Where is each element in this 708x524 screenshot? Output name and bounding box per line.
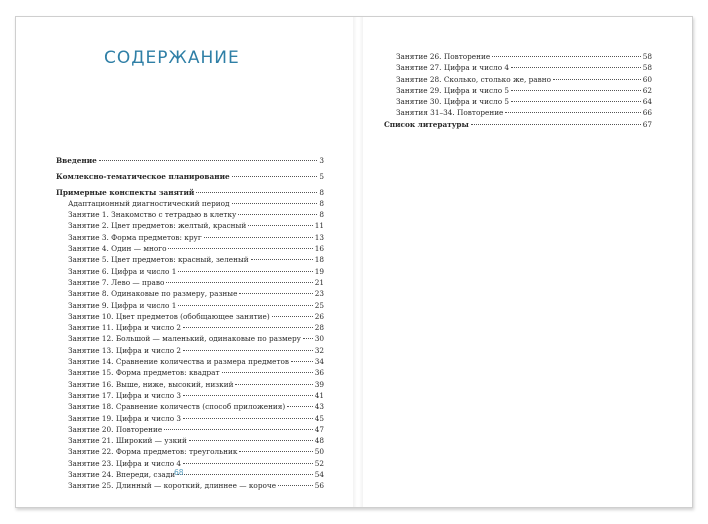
toc-leader-dots (168, 248, 312, 249)
toc-entry (56, 480, 324, 491)
toc-entry-title: Занятие 8. Одинаковые по размеру, разные (68, 289, 238, 299)
toc-entry-title: Занятие 13. Цифра и число 2 (68, 345, 182, 355)
toc-entry (56, 209, 324, 220)
toc-entry-page: 19 (314, 266, 324, 276)
toc-entry-title: Занятие 19. Цифра и число 3 (68, 413, 182, 423)
toc-entry-title: Занятие 27. Цифра и число 4 (396, 63, 510, 73)
toc-leader-dots (178, 305, 312, 306)
toc-entry (56, 277, 324, 288)
toc-leader-dots (505, 112, 640, 113)
toc-entry-title: Занятие 7. Лево — право (68, 277, 165, 287)
toc-entry-page: 64 (642, 97, 652, 107)
toc-leader-dots (287, 406, 312, 407)
toc-entry-title: Занятие 4. Один — много (68, 244, 167, 254)
toc-entry (384, 119, 652, 130)
toc-leader-dots (204, 237, 313, 238)
toc-entry-page: 28 (314, 323, 324, 333)
toc-leader-dots (222, 372, 313, 373)
toc-entry-title: Занятие 2. Цвет предметов: желтый, красный (68, 221, 247, 231)
toc-entry (56, 288, 324, 299)
toc-entry-page: 11 (314, 221, 324, 231)
toc-entry (384, 85, 652, 96)
toc-entry (56, 300, 324, 311)
toc-entry-page: 48 (314, 436, 324, 446)
toc-entry-title: Занятие 5. Цвет предметов: красный, зеленый (68, 255, 249, 265)
toc-leader-dots (492, 56, 641, 57)
toc-entry-page: 62 (642, 85, 652, 95)
toc-entry (56, 367, 324, 378)
toc-entry (384, 51, 652, 62)
toc-entry-title: Список литературы (384, 119, 469, 129)
toc-entry-title: Занятие 18. Сравнение количеств (способ приложения) (68, 402, 286, 412)
toc-leader-dots (164, 429, 313, 430)
toc-entry-page: 23 (314, 289, 324, 299)
toc-entry-page: 54 (314, 470, 324, 480)
toc-entry-page: 18 (314, 255, 324, 265)
toc-entry-page: 66 (642, 108, 652, 118)
toc-leader-dots (235, 384, 312, 385)
toc-entry-page: 32 (314, 345, 324, 355)
toc-entry (56, 333, 324, 344)
toc-entry (56, 379, 324, 390)
toc-entry (56, 446, 324, 457)
toc-entry-page: 5 (319, 171, 324, 181)
toc-entry-page: 47 (314, 424, 324, 434)
toc-entry-page: 25 (314, 300, 324, 310)
toc-leader-dots (511, 90, 641, 91)
toc-entry-page: 36 (314, 368, 324, 378)
toc-entry-title: Занятие 16. Выше, ниже, высокий, низкий (68, 379, 234, 389)
toc-entry-page: 50 (314, 447, 324, 457)
toc-left-column (56, 155, 324, 492)
toc-entry-page: 67 (642, 119, 652, 129)
toc-entry-title: Занятие 14. Сравнение количества и размера предметов (68, 357, 289, 367)
toc-entry-page: 39 (314, 379, 324, 389)
toc-entry-page: 13 (314, 232, 324, 242)
toc-leader-dots (278, 485, 313, 486)
toc-leader-dots (183, 350, 313, 351)
toc-leader-dots (99, 160, 318, 161)
toc-leader-dots (553, 79, 641, 80)
toc-entry (56, 187, 324, 198)
toc-entry-page: 26 (314, 311, 324, 321)
toc-entry-title: Занятие 3. Форма предметов: круг (68, 232, 202, 242)
toc-entry-page: 58 (642, 63, 652, 73)
toc-entry-page: 41 (314, 390, 324, 400)
toc-leader-dots (196, 192, 317, 193)
toc-leader-dots (238, 214, 317, 215)
toc-entry (384, 107, 652, 118)
toc-leader-dots (178, 271, 312, 272)
toc-entry-title: Занятие 1. Знакомство с тетрадью в клетку (68, 210, 237, 220)
toc-entry-page: 30 (314, 334, 324, 344)
toc-leader-dots (303, 338, 313, 339)
toc-entry-title: Введение (56, 156, 97, 165)
toc-entry-page: 16 (314, 244, 324, 254)
toc-entry-title: Занятия 31–34. Повторение (396, 108, 504, 118)
toc-entry-page: 43 (314, 402, 324, 412)
toc-entry-title: Занятие 30. Цифра и число 5 (396, 97, 510, 107)
toc-entry (384, 74, 652, 85)
toc-right-column (384, 51, 652, 130)
toc-leader-dots (239, 293, 312, 294)
toc-entry-title: Адаптационный диагностический период (68, 198, 230, 208)
toc-leader-dots (166, 282, 312, 283)
toc-entry-page: 21 (314, 277, 324, 287)
toc-leader-dots (232, 176, 318, 177)
toc-entry (56, 458, 324, 469)
book-gutter (353, 17, 363, 507)
toc-entry-title: Занятие 26. Повторение (396, 52, 491, 61)
toc-entry-page: 34 (314, 357, 324, 367)
toc-entry-page: 8 (319, 210, 324, 220)
toc-entry (56, 435, 324, 446)
toc-entry (56, 390, 324, 401)
toc-leader-dots (511, 67, 641, 68)
toc-leader-dots (232, 203, 318, 204)
page-title: СОДЕРЖАНИЕ (104, 48, 240, 68)
toc-entry (56, 254, 324, 265)
toc-entry (384, 96, 652, 107)
toc-leader-dots (239, 451, 312, 452)
toc-entry-page: 45 (314, 413, 324, 423)
toc-entry (56, 243, 324, 254)
toc-entry-title: Занятие 23. Цифра и число 4 (68, 458, 182, 468)
toc-entry-page: 3 (319, 156, 324, 165)
book-spread (15, 16, 693, 508)
toc-entry-title: Комлексно-тематическое планирование (56, 171, 230, 181)
toc-entry-title: Занятие 9. Цифра и число 1 (68, 300, 177, 310)
toc-leader-dots (471, 124, 641, 125)
toc-entry-title: Занятие 25. Длинный — короткий, длиннее — короче (68, 481, 277, 491)
toc-entry (56, 469, 324, 480)
toc-entry (56, 266, 324, 277)
toc-entry-title: Занятие 21. Широкий — узкий (68, 436, 187, 446)
toc-leader-dots (511, 101, 641, 102)
toc-entry-title: Занятие 17. Цифра и число 3 (68, 390, 182, 400)
toc-entry-page: 58 (642, 52, 652, 61)
toc-entry-page: 56 (314, 481, 324, 491)
toc-entry-title: Занятие 12. Большой — маленький, одинаковые по размеру (68, 334, 301, 344)
toc-leader-dots (183, 327, 313, 328)
toc-entry (56, 311, 324, 322)
toc-entry (56, 155, 324, 166)
toc-leader-dots (183, 463, 313, 464)
page-number: 68 (174, 468, 184, 477)
toc-entry-title: Занятие 20. Повторение (68, 424, 163, 434)
toc-leader-dots (189, 440, 313, 441)
toc-entry (56, 198, 324, 209)
toc-entry (56, 345, 324, 356)
toc-entry-title: Занятие 6. Цифра и число 1 (68, 266, 177, 276)
toc-entry-title: Занятие 28. Сколько, столько же, равно (396, 74, 552, 84)
toc-entry-title: Занятие 15. Форма предметов: квадрат (68, 368, 220, 378)
toc-entry-page: 52 (314, 458, 324, 468)
toc-leader-dots (183, 418, 313, 419)
toc-entry (56, 413, 324, 424)
toc-leader-dots (248, 225, 313, 226)
toc-leader-dots (251, 259, 313, 260)
toc-entry-title: Занятие 11. Цифра и число 2 (68, 323, 182, 333)
toc-entry (56, 322, 324, 333)
toc-leader-dots (272, 316, 313, 317)
toc-entry-page: 8 (319, 187, 324, 197)
toc-entry (56, 356, 324, 367)
toc-entry (384, 62, 652, 73)
toc-entry-page: 60 (642, 74, 652, 84)
toc-entry (56, 232, 324, 243)
toc-entry-title: Занятие 24. Впереди, сзади (68, 470, 176, 480)
toc-entry-title: Примерные конспекты занятий (56, 187, 195, 197)
toc-entry (56, 171, 324, 182)
toc-leader-dots (177, 474, 313, 475)
toc-entry-page: 8 (319, 198, 324, 208)
toc-entry (56, 424, 324, 435)
toc-leader-dots (291, 361, 313, 362)
toc-entry (56, 401, 324, 412)
toc-entry-title: Занятие 29. Цифра и число 5 (396, 85, 510, 95)
toc-leader-dots (183, 395, 313, 396)
toc-entry-title: Занятие 10. Цвет предметов (обобщающее занятие) (68, 311, 270, 321)
toc-entry (56, 220, 324, 231)
toc-entry-title: Занятие 22. Форма предметов: треугольник (68, 447, 238, 457)
